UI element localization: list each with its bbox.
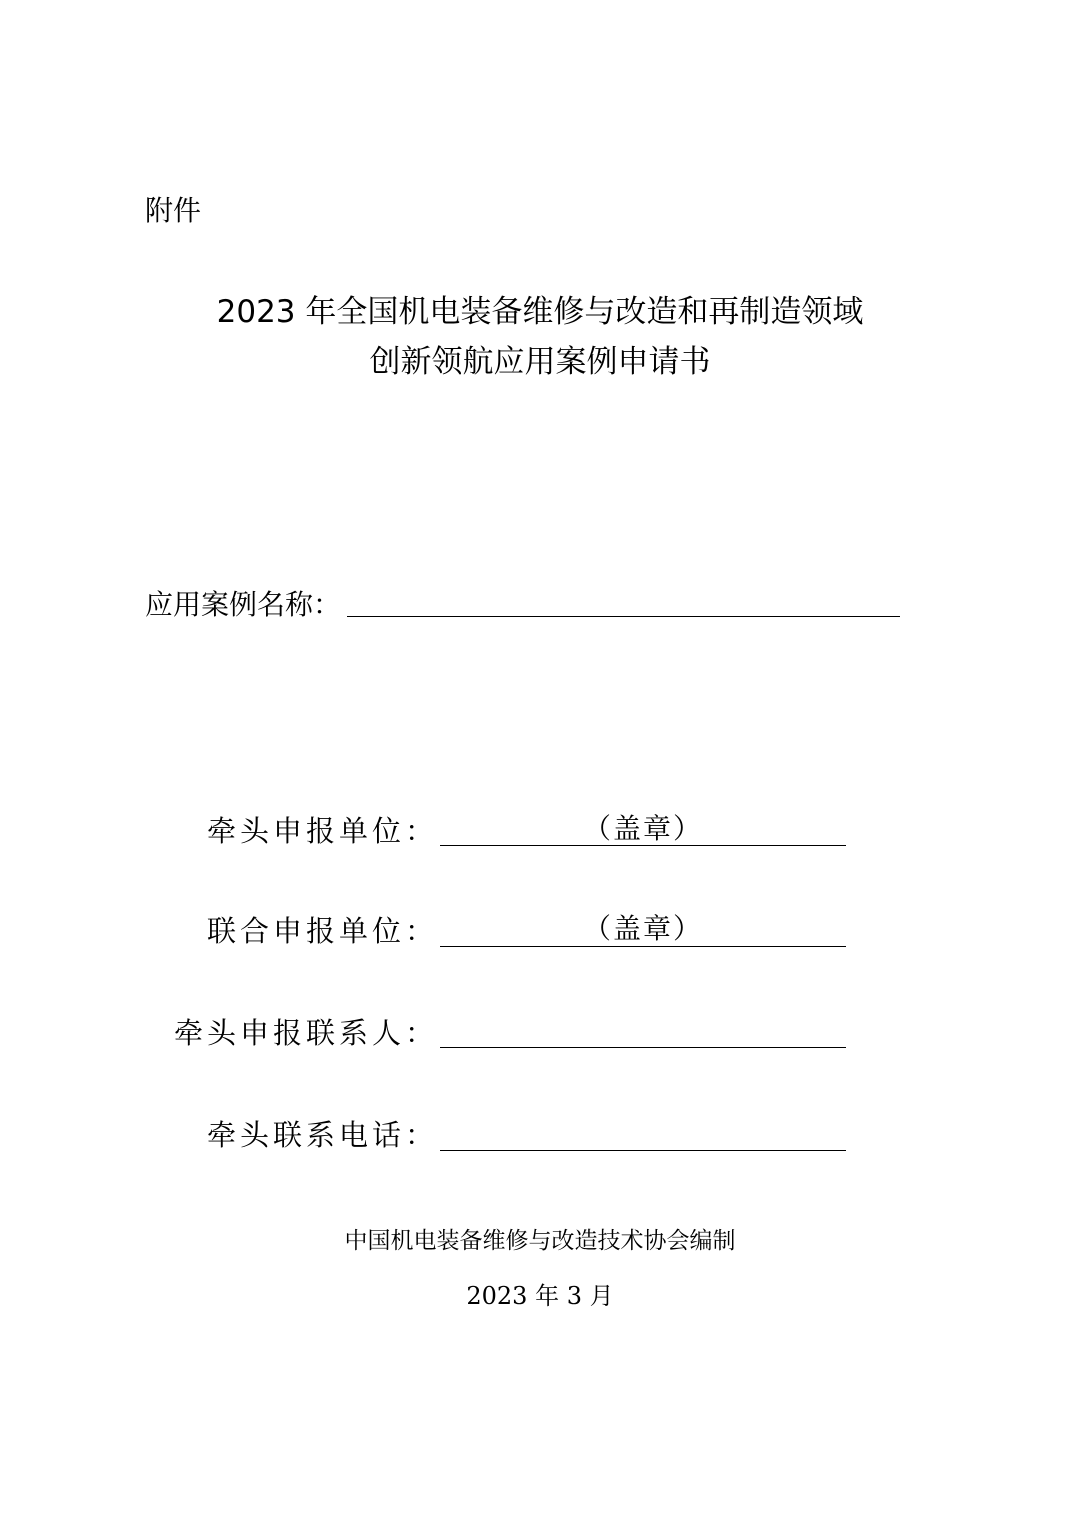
lead-contact-label: 牵头申报联系人： bbox=[173, 1016, 438, 1050]
lead-unit-label: 牵头申报单位： bbox=[206, 814, 438, 848]
document-title-line-1: 2023 年全国机电装备维修与改造和再制造领域 bbox=[216, 294, 864, 330]
joint-unit-label: 联合申报单位： bbox=[206, 914, 438, 948]
attachment-label: 附件 bbox=[145, 194, 202, 227]
lead-contact-field[interactable] bbox=[440, 1047, 846, 1048]
joint-unit-stamp-note: （盖章） bbox=[582, 912, 703, 945]
lead-unit-stamp-note: （盖章） bbox=[582, 812, 703, 845]
case-name-label: 应用案例名称： bbox=[145, 588, 342, 621]
lead-phone-field[interactable] bbox=[440, 1150, 846, 1151]
joint-unit-field[interactable] bbox=[440, 946, 846, 947]
document-date: 2023 年 3 月 bbox=[466, 1282, 614, 1310]
document-title-line-2: 创新领航应用案例申请书 bbox=[369, 344, 711, 380]
lead-phone-label: 牵头联系电话： bbox=[206, 1118, 438, 1152]
lead-unit-field[interactable] bbox=[440, 845, 846, 846]
case-name-field[interactable] bbox=[347, 616, 900, 617]
compiled-by-organization: 中国机电装备维修与改造技术协会编制 bbox=[344, 1228, 736, 1254]
